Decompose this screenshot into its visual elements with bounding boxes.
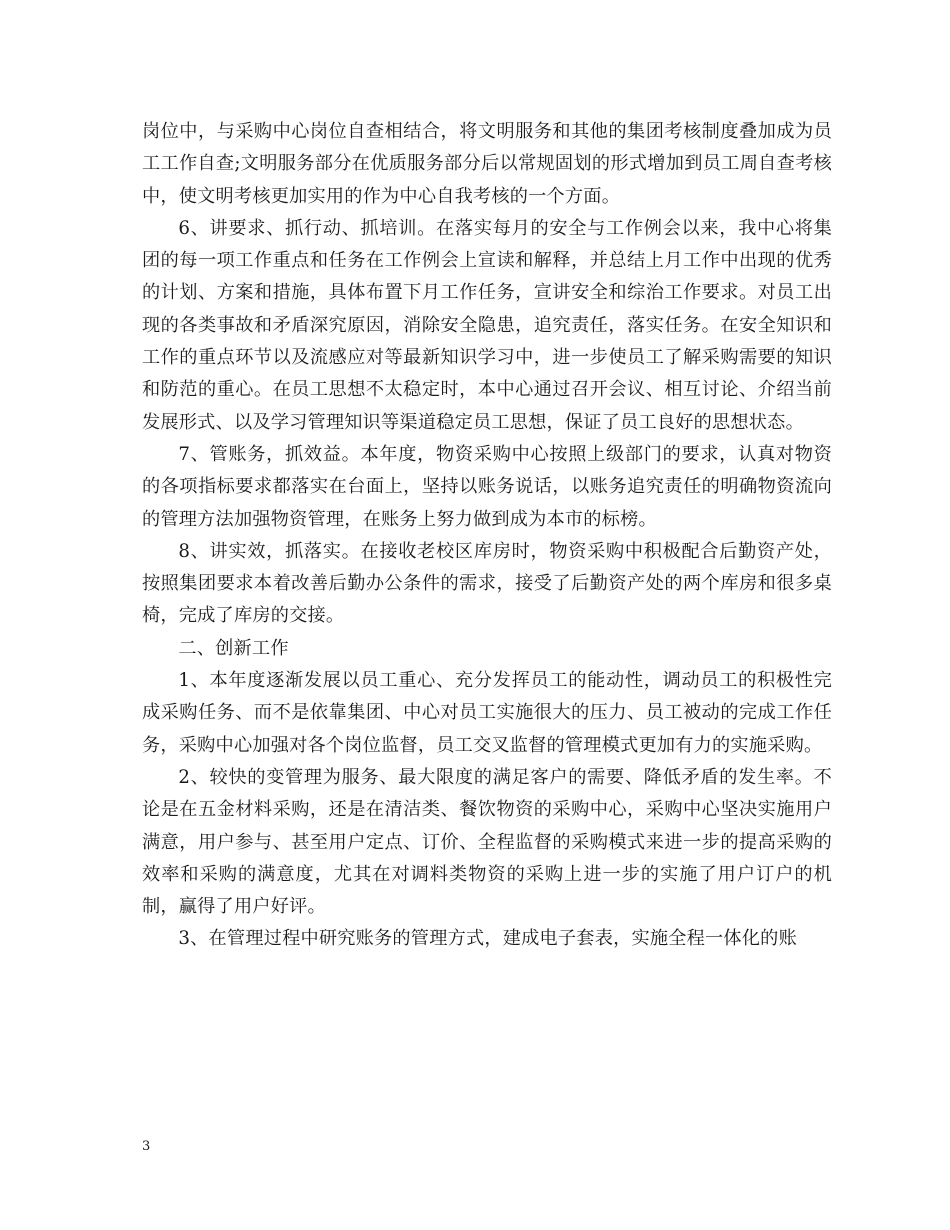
- paragraph-item-7: 7、管账务，抓效益。本年度，物资采购中心按照上级部门的要求，认真对物资的各项指标要求都落实在台面上，坚持以账务说话，以账务追究责任的明确物资流向的管理方法加强物资管理，在账务上努力做到成为本市的标榜。: [142, 443, 832, 530]
- paragraph-item-6: 6、讲要求、抓行动、抓培训。在落实每月的安全与工作例会以来，我中心将集团的每一项工作重点和任务在工作例会上宣读和解释，并总结上月工作中出现的优秀的计划、方案和措施，具体布置下月工作任务，宣讲安全和综治工作要求。对员工出现的各类事故和矛盾深究原因，消除安全隐患，追究责任，落实任务。在安全知识和工作的重点环节以及流感应对等最新知识学习中，进一步使员工了解采购需要的知识和防范的重心。在员工思想不太稳定时，本中心通过召开会议、相互讨论、介绍当前发展形式、以及学习管理知识等渠道稳定员工思想，保证了员工良好的思想状态。: [142, 217, 832, 433]
- paragraph-innovation-1: 1、本年度逐渐发展以员工重心、充分发挥员工的能动性，调动员工的积极性完成采购任务、而不是依靠集团、中心对员工实施很大的压力、员工被动的完成工作任务，采购中心加强对各个岗位监督，员工交叉监督的管理模式更加有力的实施采购。: [142, 670, 832, 756]
- section-heading-innovation: 二、创新工作: [178, 637, 289, 659]
- paragraph-continued-review: 岗位中，与采购中心岗位自查相结合，将文明服务和其他的集团考核制度叠加成为员工工作自查;文明服务部分在优质服务部分后以常规固划的形式增加到员工周自查考核中，使文明考核更加实用的作为中心自我考核的一个方面。: [142, 121, 832, 207]
- paragraph-item-8: 8、讲实效，抓落实。在接收老校区库房时，物资采购中积极配合后勤资产处，按照集团要求本着改善后勤办公条件的需求，接受了后勤资产处的两个库房和很多桌椅，完成了库房的交接。: [142, 540, 832, 627]
- paragraph-innovation-2: 2、较快的变管理为服务、最大限度的满足客户的需要、降低矛盾的发生率。不论是在五金材料采购，还是在清洁类、餐饮物资的采购中心，采购中心坚决实施用户满意，用户参与、甚至用户定点、订价、全程监督的采购模式来进一步的提高采购的效率和采购的满意度，尤其在对调料类物资的采购上进一步的实施了用户订户的机制，赢得了用户好评。: [142, 766, 832, 918]
- page-number: 3: [142, 1139, 151, 1154]
- document-body: [142, 116, 832, 956]
- paragraph-innovation-3: 3、在管理过程中研究账务的管理方式，建成电子套表，实施全程一体化的账: [178, 928, 797, 950]
